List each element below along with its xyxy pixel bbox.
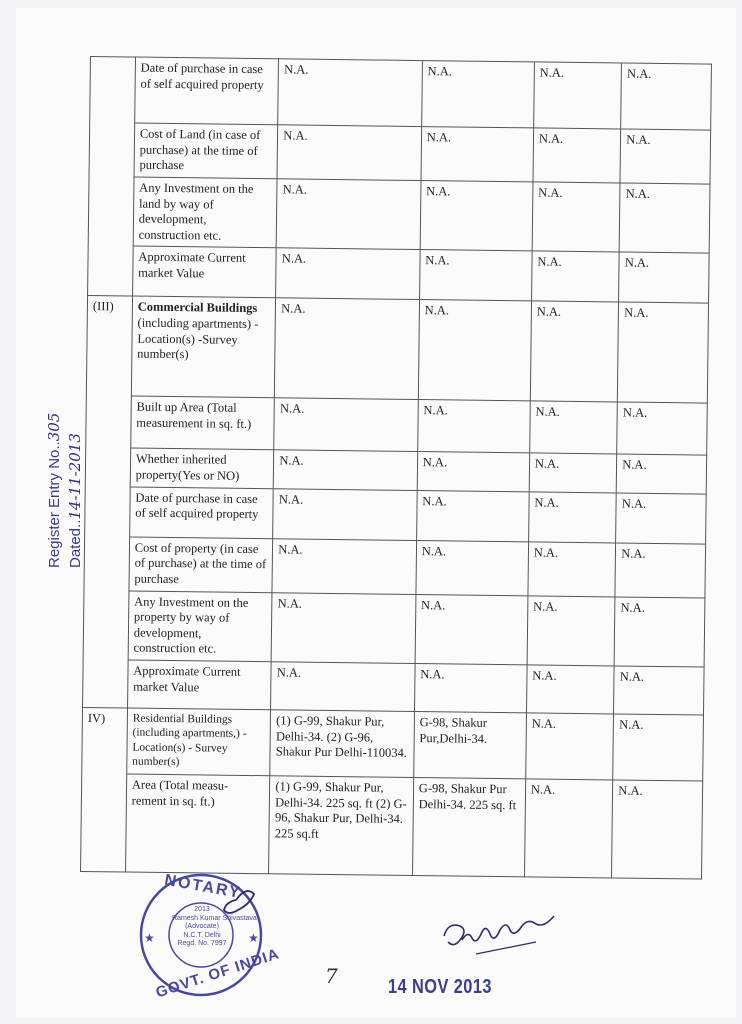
value-cell: N.A.: [620, 129, 710, 184]
value-cell: N.A.: [534, 62, 622, 129]
value-cell: N.A.: [414, 664, 527, 713]
value-cell: N.A.: [276, 179, 420, 250]
register-entry-number: 305: [45, 412, 63, 442]
assets-table-wrapper: [80, 56, 740, 880]
row-label: Residential Buildings (including apartments,) -Location(s) - Survey number(s): [127, 708, 271, 776]
value-cell: N.A.: [272, 538, 416, 594]
value-cell: N.A.: [530, 401, 618, 454]
value-cell: N.A.: [529, 453, 617, 492]
value-cell: N.A.: [273, 488, 417, 540]
notary-seal: [136, 870, 282, 1002]
row-label-detail: (including apartments) -Location(s) -Survey number(s): [137, 315, 259, 362]
value-cell: N.A.: [278, 59, 422, 127]
row-label: Whether inherited property(Yes or NO): [130, 448, 274, 488]
table-row: [83, 590, 705, 667]
row-label: [131, 296, 276, 398]
table-row: [88, 176, 710, 253]
row-number: IV): [81, 707, 128, 872]
value-cell: N.A.: [526, 713, 614, 780]
value-cell: N.A.: [530, 301, 619, 402]
value-cell: N.A.: [274, 450, 418, 490]
value-cell: N.A.: [616, 454, 706, 493]
seal-title: (Advocate): [185, 923, 219, 930]
svg-text:★: ★: [248, 931, 259, 945]
table-row: [86, 296, 708, 404]
value-cell: N.A.: [528, 492, 616, 543]
value-cell: G-98, Shakur Pur,Delhi-34.: [413, 712, 526, 779]
signature: [436, 914, 566, 964]
row-number: (III): [83, 296, 133, 708]
value-cell: N.A.: [419, 250, 532, 301]
row-label: Approximate Current market Value: [127, 660, 271, 710]
table-row: [83, 659, 705, 715]
seal-top-text: NOTARY: [163, 871, 243, 902]
value-cell: N.A.: [619, 183, 710, 254]
value-cell: N.A.: [420, 180, 533, 251]
value-cell: N.A.: [421, 127, 534, 182]
value-cell: G-98, Shakur Pur Delhi-34. 225 sq. ft: [412, 778, 525, 877]
register-entry-label: Register Entry No..: [46, 441, 63, 568]
value-cell: N.A.: [619, 252, 709, 303]
value-cell: N.A.: [617, 402, 707, 455]
document-page: [16, 8, 736, 1018]
table-row: [84, 536, 706, 597]
value-cell: N.A.: [621, 63, 712, 130]
table-row: [86, 396, 708, 456]
row-label-heading: Commercial Buildings: [137, 299, 258, 316]
signature-icon: [436, 914, 566, 964]
value-cell: N.A.: [524, 779, 613, 878]
row-label: Date of purchase in case of self acquired property: [129, 487, 273, 539]
value-cell: N.A.: [274, 398, 418, 452]
value-cell: N.A.: [526, 665, 614, 714]
row-label: Built up Area (Total measurement in sq. ft.): [131, 396, 275, 450]
value-cell: N.A.: [615, 543, 705, 598]
row-label: Cost of Land (in case of purchase) at the time of purchase: [134, 123, 278, 179]
value-cell: (1) G-99, Shakur Pur, Delhi-34. 225 sq. ft (2) G-96, Shakur Pur, Delhi-34. 225 sq.ft: [269, 776, 414, 876]
table-row: [85, 486, 707, 544]
page-number: 7: [325, 964, 338, 988]
value-cell: N.A.: [415, 594, 528, 665]
seal-regd: Regd. No. 7997: [177, 940, 227, 947]
register-dated-value: 14-11-2013: [66, 433, 84, 520]
value-cell: N.A.: [614, 596, 705, 667]
seal-bottom-text: GOVT. OF INDIA: [153, 945, 282, 1002]
table-row: [81, 773, 703, 879]
seal-region: N.C.T. Delhi: [183, 931, 221, 939]
seal-name: Ramesh Kumar Shivastava: [172, 914, 257, 922]
row-label: Date of purchase in case of self acquired property: [135, 57, 279, 125]
value-cell: N.A.: [532, 182, 620, 253]
value-cell: N.A.: [271, 662, 415, 712]
value-cell: N.A.: [527, 595, 615, 666]
value-cell: N.A.: [614, 666, 704, 715]
row-label: Any Investment on the property by way of development, construction etc.: [128, 591, 272, 662]
table-row: [88, 246, 710, 304]
table-row: [89, 123, 711, 184]
value-cell: (1) G-99, Shakur Pur, Delhi-34. (2) G-96, Shakur Pur Delhi-110034.: [270, 710, 414, 778]
value-cell: N.A.: [275, 298, 420, 400]
value-cell: N.A.: [277, 125, 421, 181]
seal-year: 2013: [194, 906, 210, 913]
value-cell: N.A.: [416, 540, 529, 595]
table-row: [82, 707, 704, 781]
row-label: Cost of property (in case of purchase) at the time of purchase: [129, 537, 273, 593]
value-cell: N.A.: [618, 302, 709, 403]
value-cell: N.A.: [528, 542, 616, 597]
row-number: [88, 57, 136, 297]
row-label: Area (Total measu- rement in sq. ft.): [125, 774, 270, 874]
value-cell: N.A.: [417, 400, 530, 453]
value-cell: N.A.: [531, 251, 619, 302]
value-cell: N.A.: [613, 714, 704, 781]
value-cell: N.A.: [418, 300, 531, 401]
row-label: Any Investment on the land by way of development, construction etc.: [133, 177, 277, 248]
value-cell: N.A.: [533, 128, 621, 183]
seal-inner-text: [172, 906, 257, 949]
row-label: Approximate Current market Value: [132, 246, 276, 298]
value-cell: N.A.: [612, 780, 703, 879]
svg-text:★: ★: [144, 931, 155, 945]
value-cell: N.A.: [416, 490, 529, 541]
value-cell: N.A.: [271, 592, 415, 663]
value-cell: N.A.: [276, 248, 420, 300]
table-row: [90, 57, 712, 131]
register-entry-stamp: [44, 413, 86, 568]
assets-table: [80, 56, 712, 880]
value-cell: N.A.: [421, 61, 534, 128]
date-stamp: 14 NOV 2013: [388, 976, 492, 998]
register-dated-label: Dated..: [67, 519, 84, 568]
value-cell: N.A.: [417, 452, 530, 492]
value-cell: N.A.: [616, 493, 706, 544]
